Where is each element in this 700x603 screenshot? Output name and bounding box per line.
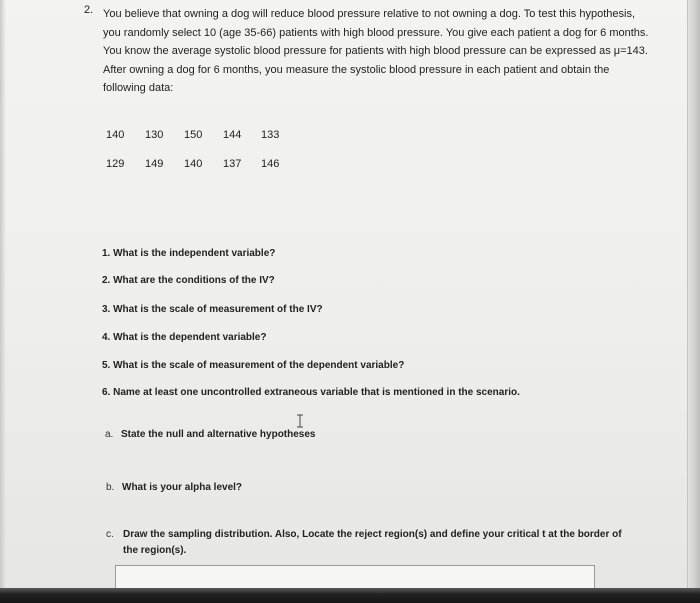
question-intro bbox=[103, 5, 653, 98]
sub-question-4: 4. What is the dependent variable? bbox=[102, 332, 267, 343]
sub-question-2: 2. What are the conditions of the IV? bbox=[102, 275, 275, 286]
answer-box[interactable] bbox=[115, 565, 595, 588]
question-number: 2. bbox=[84, 4, 94, 16]
data-value: 130 bbox=[145, 129, 164, 141]
data-value: 140 bbox=[184, 158, 203, 170]
data-value: 133 bbox=[261, 129, 280, 141]
intro-line: After owning a dog for 6 months, you measure the systolic blood pressure in each patient and obtain the bbox=[103, 63, 610, 76]
text-cursor-icon bbox=[295, 414, 305, 428]
data-value: 129 bbox=[106, 158, 125, 170]
intro-line: you randomly select 10 (age 35-66) patients with high blood pressure. You give each patient a dog for 6 months. bbox=[103, 26, 649, 39]
part-a-letter: a. bbox=[105, 429, 114, 440]
data-value: 140 bbox=[106, 129, 125, 141]
intro-line: You believe that owning a dog will reduce blood pressure relative to not owning a dog. To test this hypothesis, bbox=[103, 8, 636, 20]
data-value: 149 bbox=[145, 158, 164, 170]
part-c-line-1: Draw the sampling distribution. Also, Locate the reject region(s) and define your critical t at the border of bbox=[123, 529, 622, 540]
page-right-frame bbox=[687, 0, 700, 588]
data-value: 137 bbox=[223, 158, 242, 170]
part-a-text: State the null and alternative hypotheses bbox=[121, 429, 316, 440]
part-b-text: What is your alpha level? bbox=[122, 482, 243, 493]
data-value: 146 bbox=[261, 158, 280, 170]
intro-line: You know the average systolic blood pressure for patients with high blood pressure can be expressed as μ=143. bbox=[103, 45, 648, 57]
bottom-dark-bar bbox=[0, 588, 700, 603]
part-b-letter: b. bbox=[106, 482, 115, 493]
sub-question-6: 6. Name at least one uncontrolled extraneous variable that is mentioned in the scenario. bbox=[102, 387, 520, 398]
sub-question-3: 3. What is the scale of measurement of the IV? bbox=[102, 304, 323, 315]
sub-question-5: 5. What is the scale of measurement of the dependent variable? bbox=[102, 360, 405, 371]
part-c-letter: c. bbox=[106, 529, 114, 540]
data-value: 144 bbox=[223, 129, 242, 141]
part-c-line-2: the region(s). bbox=[123, 545, 187, 556]
data-value: 150 bbox=[184, 129, 203, 141]
page-edge-shadow bbox=[0, 0, 6, 588]
sub-question-1: 1. What is the independent variable? bbox=[102, 248, 276, 259]
intro-line: following data: bbox=[103, 82, 174, 94]
